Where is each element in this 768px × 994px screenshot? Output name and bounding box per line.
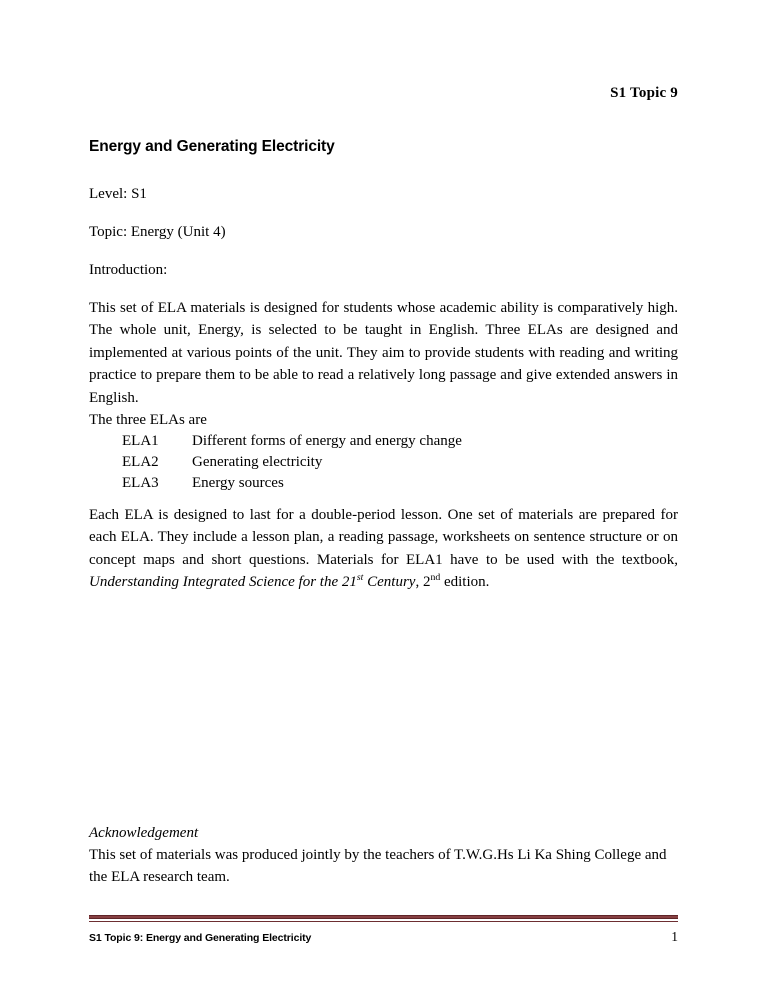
book-title-tail: Century	[363, 574, 416, 591]
acknowledgement-block	[89, 823, 678, 889]
intro-paragraph: This set of ELA materials is designed for students whose academic ability is comparatively high. The whole unit, Energy, is selected to be taught in English. Three ELAs are designed and implemented at various points of the unit. They aim to provide students with reading and writing practice to prepare them to be able to read a relatively long passage and give extended answers in English.	[89, 300, 678, 406]
metadata-block	[89, 185, 678, 299]
book-title-ordinal-suffix: st	[356, 572, 364, 584]
ela-code: ELA3	[122, 475, 159, 491]
ela-description: Energy sources	[192, 475, 284, 491]
edition-tail: edition.	[440, 574, 490, 591]
acknowledgement-body: This set of materials was produced jointly by the teachers of T.W.G.Hs Li Ka Shing College and the ELA research team.	[89, 847, 667, 886]
footer-page-number: 1	[671, 929, 678, 944]
meta-introduction-label: Introduction:	[89, 262, 168, 278]
meta-level: Level: S1	[89, 186, 147, 202]
page-footer	[89, 915, 678, 945]
edition-ordinal-suffix: nd	[430, 572, 441, 584]
running-head: S1 Topic 9	[610, 85, 678, 101]
ela-description: Generating electricity	[192, 454, 323, 470]
list-item	[89, 473, 678, 494]
ela-list-lead-in: The three ELAs are	[89, 412, 207, 428]
ela-list	[89, 410, 678, 494]
edition-prefix: , 2	[415, 574, 431, 591]
list-item	[89, 431, 678, 452]
footer-row	[89, 930, 678, 945]
ela-code: ELA1	[122, 433, 159, 449]
page-title: Energy and Generating Electricity	[89, 138, 335, 156]
book-title-main: Understanding Integrated Science for the 21	[89, 574, 357, 591]
ela-description: Different forms of energy and energy change	[192, 433, 462, 449]
footer-rule-thin	[89, 921, 678, 922]
ela-code: ELA2	[122, 454, 159, 470]
book-title	[89, 574, 415, 590]
acknowledgement-heading: Acknowledgement	[89, 825, 199, 841]
materials-paragraph	[89, 504, 678, 594]
meta-topic: Topic: Energy (Unit 4)	[89, 224, 226, 240]
footer-title: S1 Topic 9: Energy and Generating Electricity	[89, 932, 312, 944]
materials-paragraph-lead: Each ELA is designed to last for a double-period lesson. One set of materials are prepared for each ELA. They include a lesson plan, a reading passage, worksheets on sentence structure or on concept maps and short questions. Materials for ELA1 have to be used with the textbook,	[89, 507, 678, 568]
list-item	[89, 452, 678, 473]
